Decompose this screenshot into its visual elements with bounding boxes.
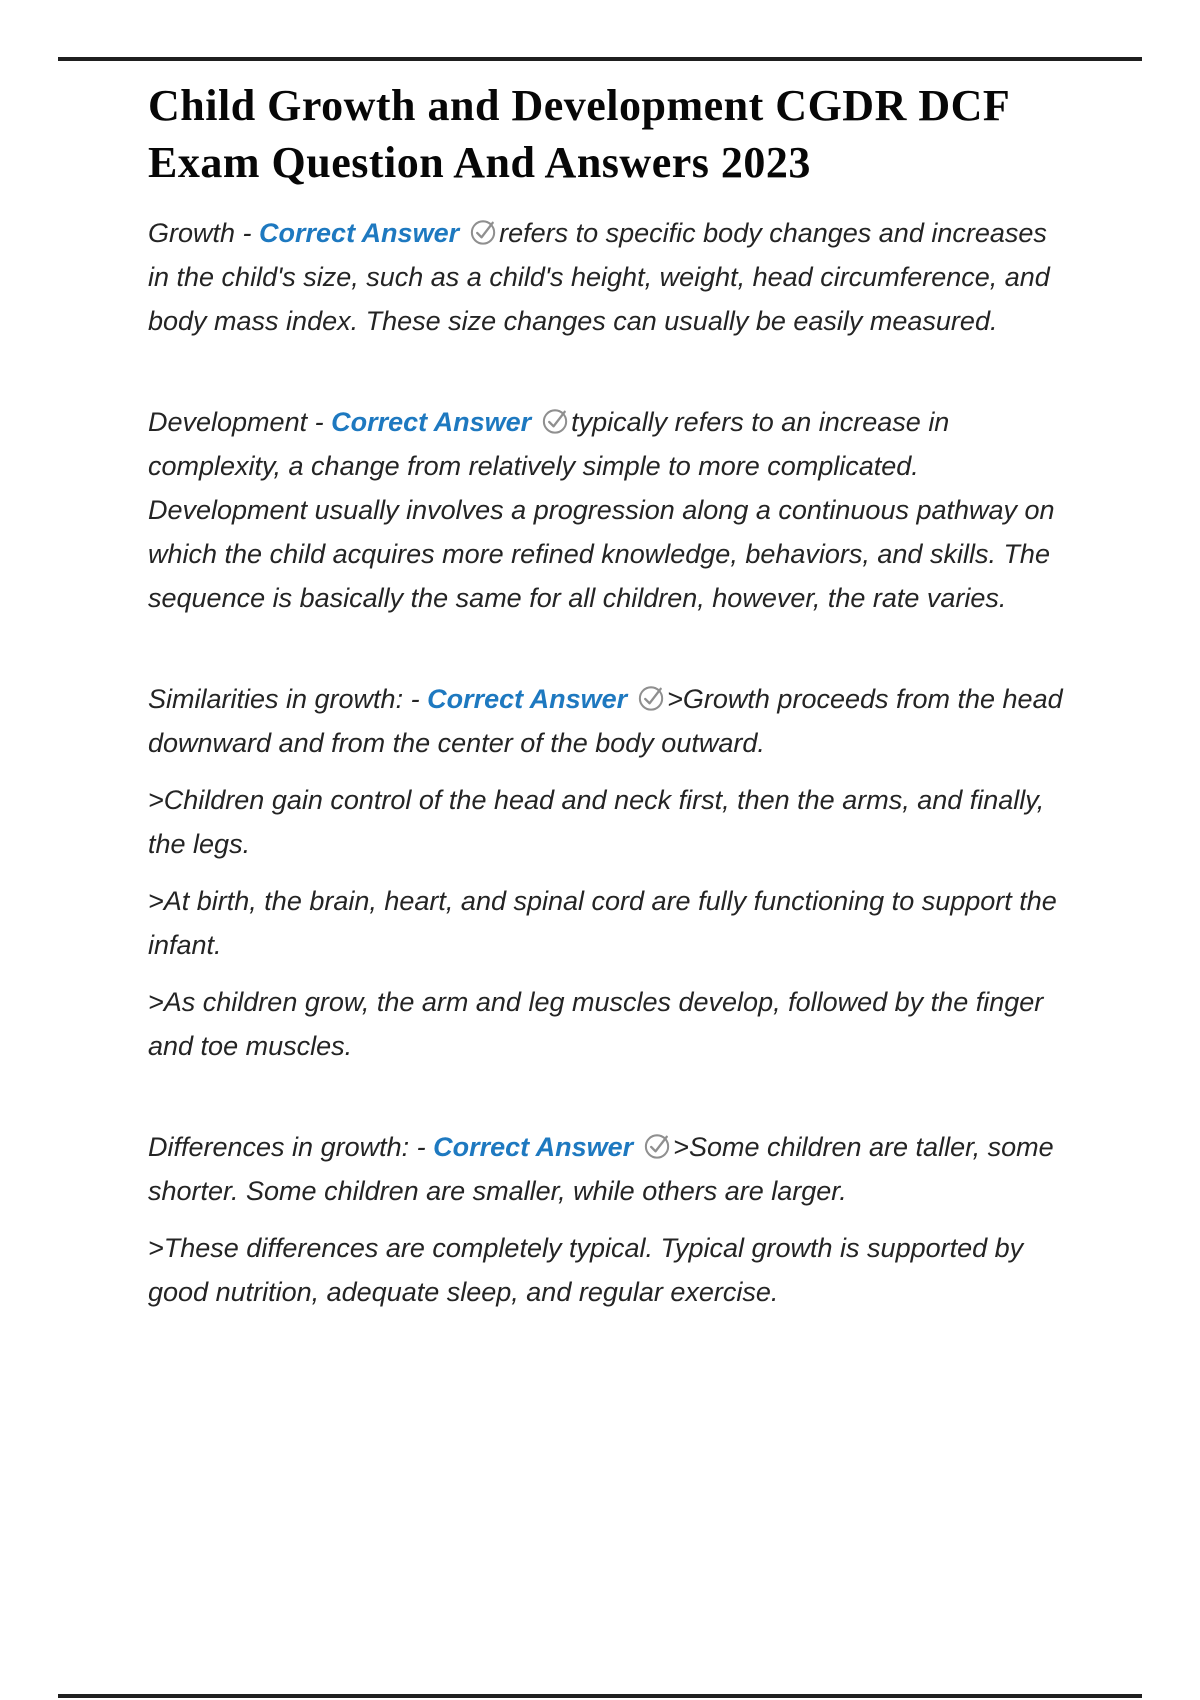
- qa-block-growth: [148, 211, 1073, 343]
- qa-paragraph: [148, 677, 1073, 765]
- qa-block-differences-in-growth: [148, 1125, 1073, 1314]
- page-title: [148, 77, 1073, 191]
- question-text: Similarities in growth: -: [148, 684, 428, 714]
- correct-answer-check-icon: [636, 682, 667, 713]
- answer-text: typically refers to an increase in complexity, a change from relatively simple to more complicated. Development usually involves a progression along a continuous pathway on which the child acquires more refined knowledge, behaviors, and skills. The sequence is basically the same for all children, however, the rate varies.: [148, 407, 1055, 613]
- correct-answer-label: Correct Answer: [259, 218, 460, 248]
- correct-answer-check-icon: [468, 216, 499, 247]
- correct-answer-check-icon: [642, 1130, 673, 1161]
- page-title-line-1: Child Growth and Development CGDR DCF: [148, 81, 1011, 130]
- correct-answer-label: Correct Answer: [433, 1132, 634, 1162]
- qa-paragraph: [148, 1125, 1073, 1213]
- answer-text: refers to specific body changes and increases in the child's size, such as a child's height, weight, head circumference, and body mass index. These size changes can usually be easily measured.: [148, 218, 1050, 336]
- page-title-line-2: Exam Question And Answers 2023: [148, 138, 811, 187]
- qa-paragraph: [148, 400, 1073, 620]
- answer-text: >Some children are taller, some shorter. Some children are smaller, while others are larger.: [148, 1132, 1054, 1206]
- correct-answer-label: Correct Answer: [331, 407, 532, 437]
- question-text: Development -: [148, 407, 332, 437]
- answer-text: >Growth proceeds from the head downward and from the center of the body outward.: [148, 684, 1063, 758]
- qa-paragraph: [148, 211, 1073, 343]
- qa-block-development: [148, 400, 1073, 620]
- correct-answer-check-icon: [540, 405, 571, 436]
- bottom-horizontal-rule: [58, 1694, 1142, 1698]
- qa-block-similarities-in-growth: [148, 677, 1073, 1068]
- document-body: [148, 0, 1073, 1314]
- answer-extra-paragraph: >Children gain control of the head and neck first, then the arms, and finally, the legs.: [148, 785, 1045, 859]
- correct-answer-label: Correct Answer: [427, 684, 628, 714]
- answer-extra-paragraph: >At birth, the brain, heart, and spinal cord are fully functioning to support the infant.: [148, 886, 1057, 960]
- question-text: Differences in growth: -: [148, 1132, 434, 1162]
- question-text: Growth -: [148, 218, 260, 248]
- answer-extra-paragraph: >As children grow, the arm and leg muscles develop, followed by the finger and toe muscles.: [148, 987, 1044, 1061]
- answer-extra-paragraph: >These differences are completely typical. Typical growth is supported by good nutrition, adequate sleep, and regular exercise.: [148, 1233, 1024, 1307]
